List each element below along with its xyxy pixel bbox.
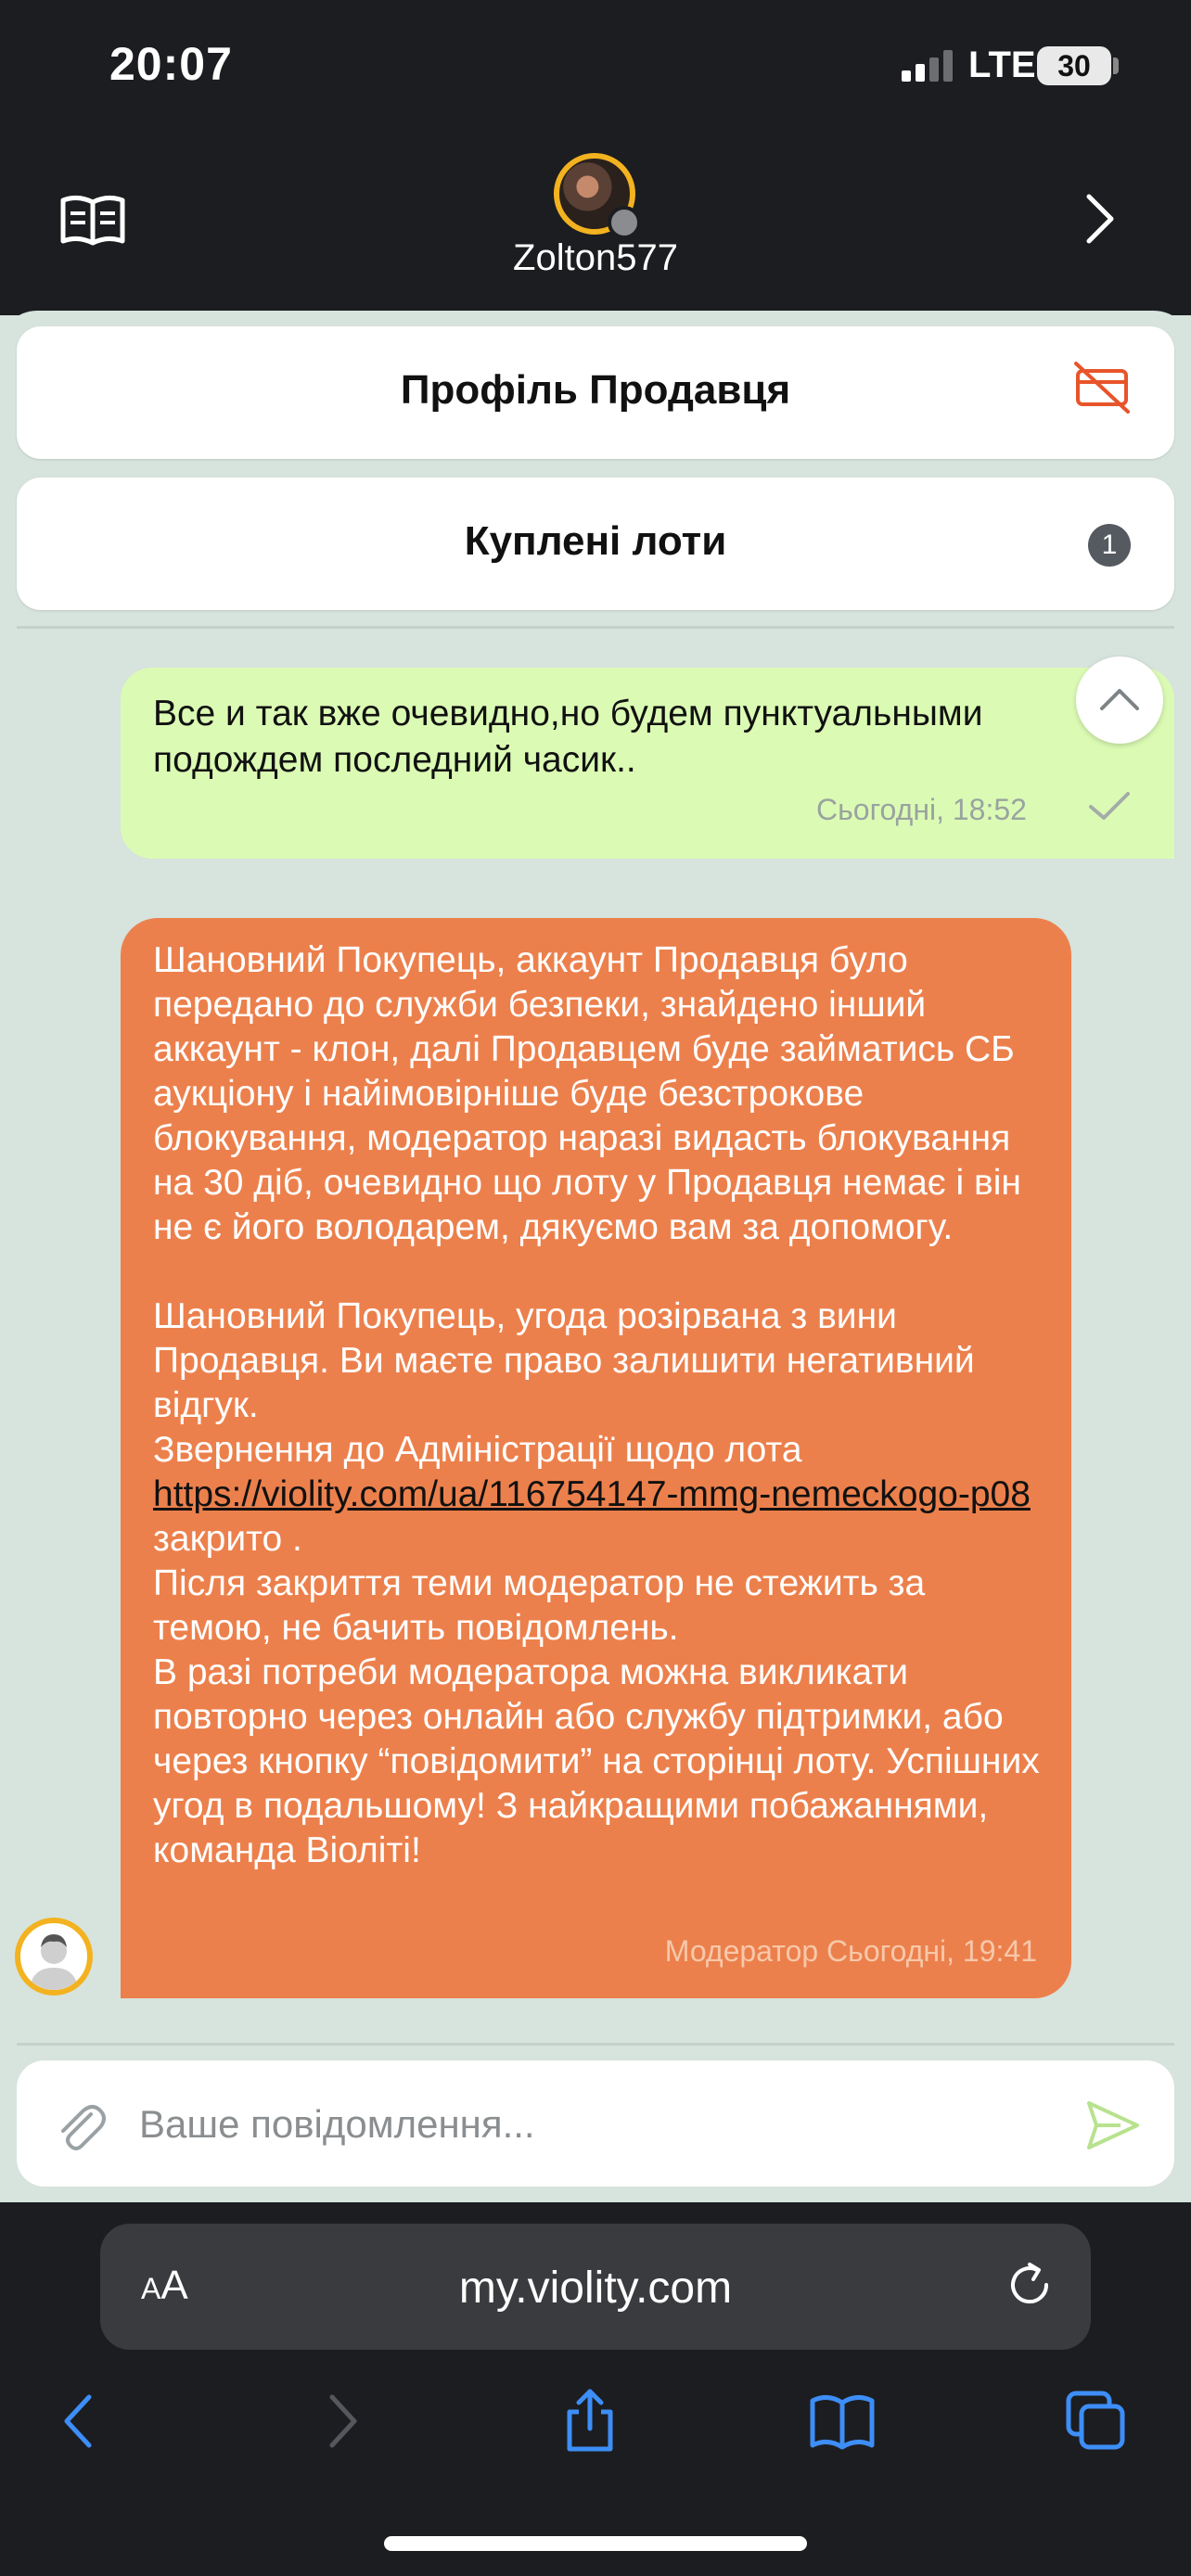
incoming-message-text: [153, 938, 1044, 1873]
seller-profile-label: Профіль Продавця: [400, 367, 791, 413]
forward-icon[interactable]: [306, 2388, 373, 2455]
send-icon[interactable]: [1083, 2096, 1143, 2155]
url-text[interactable]: my.violity.com: [458, 2264, 733, 2313]
outgoing-message-text: Все и так вже очевидно,но будем пунктуальными подождем последний часик..: [153, 694, 983, 780]
message-text: Звернення до Адміністрації щодо лота: [153, 1430, 802, 1470]
moderator-avatar[interactable]: [15, 1918, 93, 1996]
aa-large: A: [160, 2263, 188, 2308]
seller-profile-button[interactable]: [17, 326, 1174, 459]
message-paragraph: В разі потреби модератора можна викликати повторно через онлайн або службу підтримки, або через кнопку “повідомити” на сторінці лоту. Успішних угод в подальшому! З найкращими побажаннями, команда Віоліті!: [153, 1652, 1040, 1870]
back-icon[interactable]: [48, 2388, 115, 2455]
home-indicator: [384, 2536, 807, 2551]
battery-tip: [1113, 57, 1119, 74]
bought-lots-label: Куплені лоти: [464, 518, 727, 564]
network-label: LTE: [968, 45, 1036, 85]
bought-lots-count-badge: 1: [1088, 524, 1131, 567]
message-paragraph: Шановний Покупець, аккаунт Продавця було передано до служби безпеки, знайдено інший аккаунт - клон, далі Продавцем буде займатись СБ аукціону і найімовірніше буде безстрокове блокування, модератор наразі видасть блокування на 30 діб, очевидно що лоту у Продавця немає і він не є його володарем, дякуємо вам за допомогу.: [153, 940, 1021, 1247]
no-card-icon[interactable]: [1074, 360, 1130, 415]
chevron-up-icon: [1076, 657, 1163, 744]
tabs-icon[interactable]: [1063, 2388, 1130, 2455]
bookmarks-icon[interactable]: [809, 2388, 876, 2455]
user-icon: [20, 1923, 87, 1990]
lot-link[interactable]: https://violity.com/ua/116754147-mmg-nemeckogo-p08: [153, 1474, 1031, 1514]
bought-lots-button[interactable]: [17, 478, 1174, 610]
aa-small: A: [141, 2272, 161, 2305]
reload-icon[interactable]: [1002, 2257, 1059, 2315]
message-paragraph: Шановний Покупець, угода розірвана з вини Продавця. Ви маєте право залишити негативний відгук.: [153, 1296, 975, 1425]
message-paragraph: [153, 1428, 1044, 1562]
message-paragraph: Після закриття теми модератор не стежить за темою, не бачить повідомлень.: [153, 1563, 926, 1648]
message-text: закрито .: [153, 1519, 302, 1559]
share-icon[interactable]: [557, 2388, 623, 2455]
divider: [17, 626, 1174, 629]
online-status-dot: [608, 206, 641, 239]
divider: [17, 2043, 1174, 2046]
paperclip-icon[interactable]: [50, 2098, 109, 2157]
chevron-right-icon[interactable]: [1082, 191, 1119, 247]
message-input[interactable]: [137, 2094, 1031, 2155]
status-time: 20:07: [109, 38, 233, 90]
scroll-up-button[interactable]: [1076, 657, 1163, 744]
signal-icon: [902, 50, 957, 82]
seller-username[interactable]: Zolton577: [513, 237, 678, 278]
battery-indicator: 30: [1037, 46, 1111, 85]
outgoing-message-time: Сьогодні, 18:52: [816, 793, 1027, 826]
incoming-message-time: Модератор Сьогодні, 19:41: [664, 1934, 1037, 1968]
check-icon: [1087, 790, 1132, 823]
